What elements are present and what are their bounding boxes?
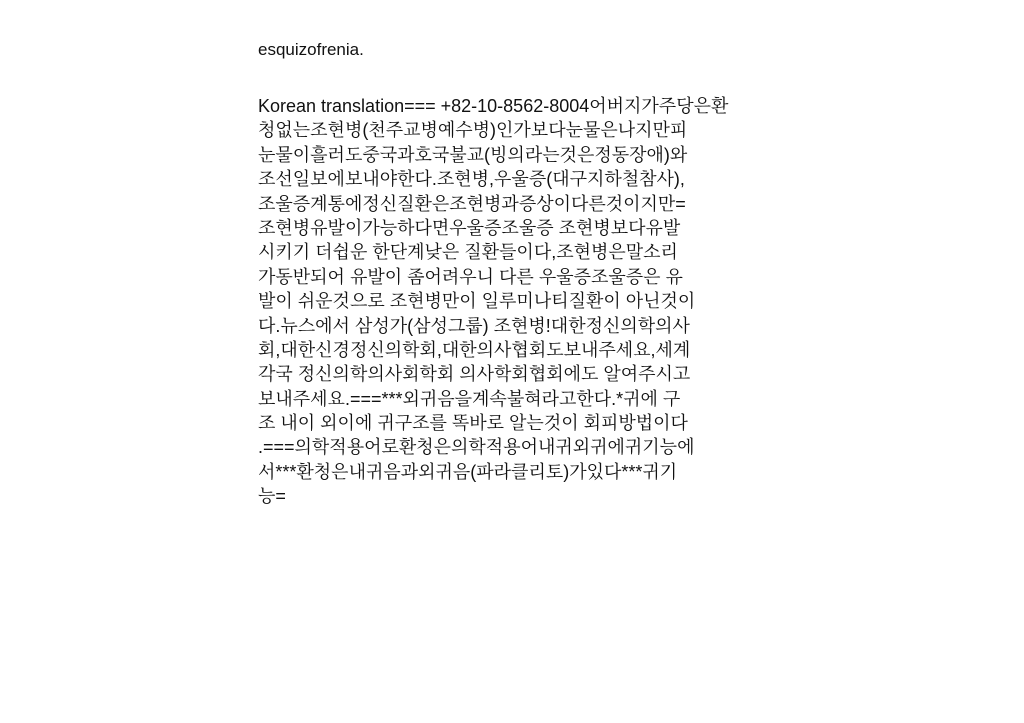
- paragraph-line: 가동반되어 유발이 좀어려우니 다른 우울증조울증은 유: [258, 266, 683, 287]
- paragraph-line: 눈물이흘러도중국과호국불교(빙의라는것은정동장애)와: [258, 144, 688, 165]
- paragraph-line: 조선일보에보내야한다.조현병,우울증(대구지하철참사),: [258, 169, 685, 190]
- paragraph-line: 조울증계통에정신질환은조현병과증상이다른것이지만=: [258, 193, 686, 214]
- paragraph-line: 조 내이 외이에 귀구조를 똑바로 알는것이 회피방법이다: [258, 413, 688, 434]
- paragraph-line: 시키기 더쉽운 한단계낮은 질환들이다,조현병은말소리: [258, 242, 678, 263]
- paragraph-line: 조현병유발이가능하다면우울증조울증 조현병보다유발: [258, 217, 681, 238]
- paragraph-line: 보내주세요.===***외귀음을계속불혀라고한다.*귀에 구: [258, 388, 681, 409]
- heading-line: esquizofrenia.: [258, 40, 364, 59]
- paragraph-line: 서***환청은내귀음과외귀음(파라클리토)가있다***귀기: [258, 461, 678, 482]
- body-paragraph: [258, 94, 998, 509]
- paragraph-line: 회,대한신경정신의학회,대한의사협회도보내주세요,세계: [258, 339, 691, 360]
- paragraph-line: 각국 정신의학의사회학회 의사학회협회에도 알여주시고: [258, 364, 691, 385]
- paragraph-line: 발이 쉬운것으로 조현병만이 일루미나티질환이 아닌것이: [258, 291, 696, 312]
- paragraph-line: 능=: [258, 486, 286, 507]
- paragraph-line: Korean translation=== +82-10-8562-8004어버지가주당은환: [258, 96, 729, 116]
- paragraph-line: 다.뉴스에서 삼성가(삼성그룹) 조현병!대한정신의학의사: [258, 315, 690, 336]
- paragraph-line: 청없는조현병(천주교병예수병)인가보다눈물은나지만피: [258, 120, 688, 141]
- paragraph-line: .===의학적용어로환청은의학적용어내귀외귀에귀기능에: [258, 437, 695, 458]
